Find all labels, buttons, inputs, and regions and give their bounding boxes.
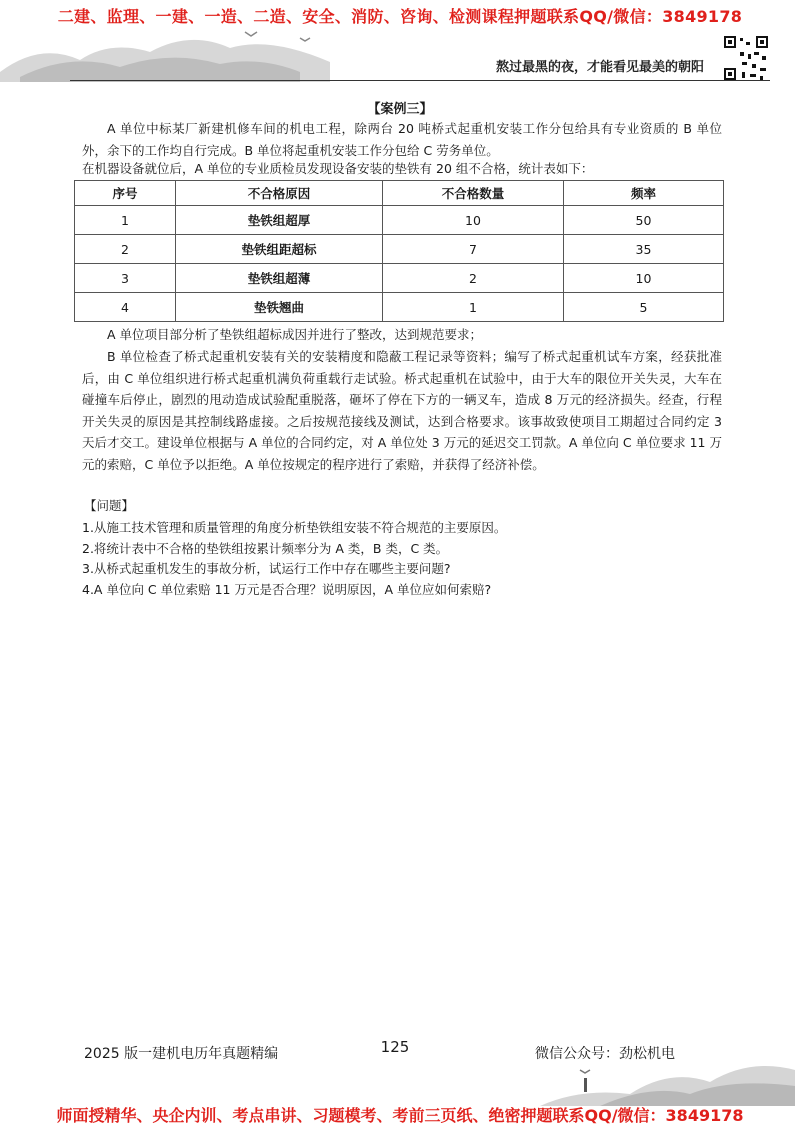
- defect-count: 1: [383, 293, 564, 322]
- table-row: [75, 235, 724, 264]
- table-header-row: [75, 181, 724, 206]
- case-title: 【案例三】: [367, 102, 433, 117]
- defect-reason: 垫铁翘曲: [176, 293, 383, 322]
- defect-count: 7: [383, 235, 564, 264]
- defect-reason: 垫铁组超薄: [176, 264, 383, 293]
- row-number: 4: [75, 293, 176, 322]
- column-header: 不合格原因: [176, 181, 383, 206]
- defect-statistics-table: [74, 180, 724, 322]
- qr-code-icon: [722, 34, 770, 82]
- defect-count: 2: [383, 264, 564, 293]
- row-number: 2: [75, 235, 176, 264]
- defect-frequency: 50: [564, 206, 724, 235]
- ink-mountain-decoration: [0, 22, 330, 82]
- page-number: 125: [380, 1038, 410, 1056]
- column-header: 不合格数量: [383, 181, 564, 206]
- intro-paragraph: A 单位中标某厂新建机修车间的机电工程，除两台 20 吨桥式起重机安装工作分包给具有专业资质的 B 单位外，余下的工作均自行完成。B 单位将起重机安装工作分包给 C 劳务单位。: [82, 121, 722, 158]
- defect-reason: 垫铁组距超标: [176, 235, 383, 264]
- question-list: [82, 518, 742, 600]
- table-row: [75, 206, 724, 235]
- top-banner: 二建、监理、一建、一造、二造、安全、消防、咨询、检测课程押题联系QQ/微信：3849178: [57, 7, 743, 26]
- a-unit-paragraph: A 单位项目部分析了垫铁组超标成因并进行了整改，达到规范要求；: [107, 327, 483, 342]
- table-row: [75, 293, 724, 322]
- defect-frequency: 5: [564, 293, 724, 322]
- column-header: 序号: [75, 181, 176, 206]
- defect-count: 10: [383, 206, 564, 235]
- question-item: 1.从施工技术管理和质量管理的角度分析垫铁组安装不符合规范的主要原因。: [82, 520, 507, 535]
- row-number: 1: [75, 206, 176, 235]
- question-item: 3.从桥式起重机发生的事故分析，试运行工作中存在哪些主要问题?: [82, 561, 451, 576]
- questions-heading: 【问题】: [84, 498, 135, 513]
- defect-frequency: 10: [564, 264, 724, 293]
- question-item: 4.A 单位向 C 单位索赔 11 万元是否合理？说明原因，A 单位应如何索赔?: [82, 581, 492, 597]
- row-number: 3: [75, 264, 176, 293]
- footer-book-title: 2025 版一建机电历年真题精编: [84, 1046, 279, 1062]
- header-motto: 熬过最黑的夜，才能看见最美的朝阳: [495, 60, 704, 75]
- ink-mountain-decoration: [540, 1048, 795, 1106]
- header-divider: [70, 80, 770, 81]
- table-row: [75, 264, 724, 293]
- defect-frequency: 35: [564, 235, 724, 264]
- defect-reason: 垫铁组超厚: [176, 206, 383, 235]
- column-header: 频率: [564, 181, 724, 206]
- question-item: 2.将统计表中不合格的垫铁组按累计频率分为 A 类，B 类，C 类。: [82, 540, 449, 556]
- footer-wechat: 微信公众号：劲松机电: [535, 1046, 675, 1062]
- bottom-banner: 师面授精华、央企内训、考点串讲、习题模考、考前三页纸、绝密押题联系QQ/微信：3849178: [56, 1106, 744, 1125]
- b-unit-paragraph: B 单位检查了桥式起重机安装有关的安装精度和隐蔽工程记录等资料；编写了桥式起重机试车方案，经获批准后，由 C 单位组织进行桥式起重机满负荷重载行走试验。桥式起重机在试验中，由于大车的限位开关失灵，大车在碰撞车后停止，剧烈的甩动造成试验配重脱落，砸坏了停在下方的一辆叉车，造成 8 万元的经济损失。经查，行程开关失灵的原因是其控制线路虚接。之后按规范接线及测试，达到合格要求。该事故致使项目工期超过合同约定 3 天后才交工。建设单位根据与 A 单位的合同约定，对 A 单位处 3 万元的延迟交工罚款。A 单位向 C 单位要求 11 万元的索赔，C 单位予以拒绝。A 单位按规定的程序进行了索赔，并获得了经济补偿。: [82, 349, 722, 472]
- stat-intro: 在机器设备就位后，A 单位的专业质检员发现设备安装的垫铁有 20 组不合格，统计表如下：: [82, 161, 594, 176]
